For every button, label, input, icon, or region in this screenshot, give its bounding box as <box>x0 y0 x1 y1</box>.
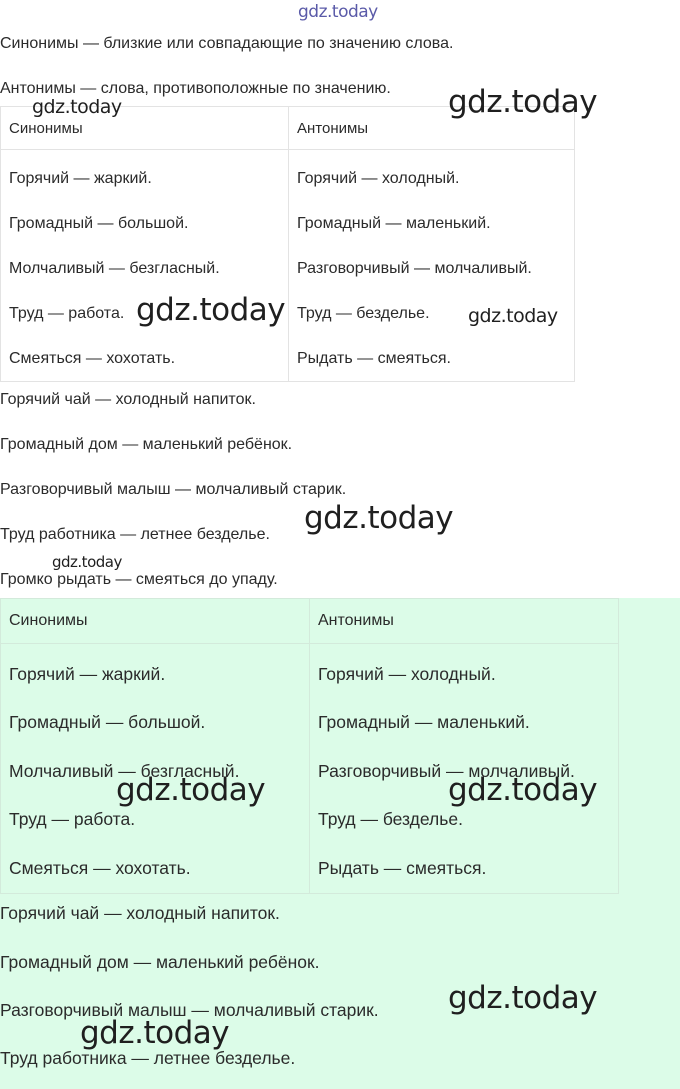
antonym-cell: Разговорчивый — молчаливый. <box>310 747 619 796</box>
synonym-cell: Громадный — большой. <box>1 201 289 246</box>
antonym-cell: Горячий — холодный. <box>310 644 619 699</box>
watermark: gdz.today <box>52 553 122 571</box>
antonym-cell: Рыдать — смеяться. <box>310 844 619 893</box>
synonym-cell: Горячий — жаркий. <box>1 150 289 202</box>
header-synonyms: Синонимы <box>1 107 289 150</box>
phrase-line: Громадный дом — маленький ребёнок. <box>0 436 293 453</box>
synonyms-definition: Синонимы — близкие или совпадающие по значению слова. <box>0 35 454 52</box>
synonym-cell: Труд — работа. <box>1 291 289 336</box>
synonym-cell: Смеяться — хохотать. <box>1 844 310 893</box>
watermark: gdz.today <box>448 980 598 1016</box>
antonym-cell: Разговорчивый — молчаливый. <box>289 246 575 291</box>
antonym-cell: Громадный — маленький. <box>289 201 575 246</box>
phrase-line: Труд работника — летнее безделье. <box>0 526 270 543</box>
watermark: gdz.today <box>448 84 598 120</box>
synonym-cell: Молчаливый — безгласный. <box>1 246 289 291</box>
header-antonyms: Антонимы <box>310 599 619 644</box>
synonym-cell: Молчаливый — безгласный. <box>1 747 310 796</box>
table-row <box>1 246 575 291</box>
synonym-cell: Горячий — жаркий. <box>1 644 310 699</box>
header-antonyms: Антонимы <box>289 107 575 150</box>
watermark: gdz.today <box>304 500 454 536</box>
table-row <box>1 150 575 202</box>
synonym-cell: Труд — работа. <box>1 796 310 845</box>
table-row <box>1 844 619 893</box>
synonyms-antonyms-table-1 <box>0 106 575 382</box>
phrase-line: Горячий чай — холодный напиток. <box>0 903 280 923</box>
synonym-cell: Смеяться — хохотать. <box>1 336 289 382</box>
watermark: gdz.today <box>448 772 598 808</box>
antonyms-definition: Антонимы — слова, противоположные по значению. <box>0 80 391 97</box>
watermark: gdz.today <box>80 1015 230 1051</box>
phrase-line: Разговорчивый малыш — молчаливый старик. <box>0 481 347 498</box>
antonym-cell: Громадный — маленький. <box>310 699 619 748</box>
table-row <box>1 201 575 246</box>
table-row <box>1 644 619 699</box>
antonym-cell: Труд — безделье. <box>310 796 619 845</box>
synonym-cell: Громадный — большой. <box>1 699 310 748</box>
header-synonyms: Синонимы <box>1 599 310 644</box>
antonym-cell: Рыдать — смеяться. <box>289 336 575 382</box>
watermark: gdz.today <box>136 292 286 328</box>
table-row <box>1 699 619 748</box>
watermark: gdz.today <box>468 305 558 327</box>
table-row <box>1 336 575 382</box>
antonym-cell: Горячий — холодный. <box>289 150 575 202</box>
watermark: gdz.today <box>32 96 122 118</box>
phrase-line: Громко рыдать — смеяться до упаду. <box>0 571 278 588</box>
phrase-line: Труд работника — летнее безделье. <box>0 1048 296 1068</box>
antonym-cell: Труд — безделье. <box>289 291 575 336</box>
watermark: gdz.today <box>116 772 266 808</box>
table-header-row <box>1 599 619 644</box>
phrase-line: Громадный дом — маленький ребёнок. <box>0 952 320 972</box>
phrase-line: Горячий чай — холодный напиток. <box>0 391 256 408</box>
phrase-line: Разговорчивый малыш — молчаливый старик. <box>0 1000 379 1020</box>
watermark-top: gdz.today <box>298 2 378 22</box>
synonyms-antonyms-table-2 <box>0 598 619 894</box>
